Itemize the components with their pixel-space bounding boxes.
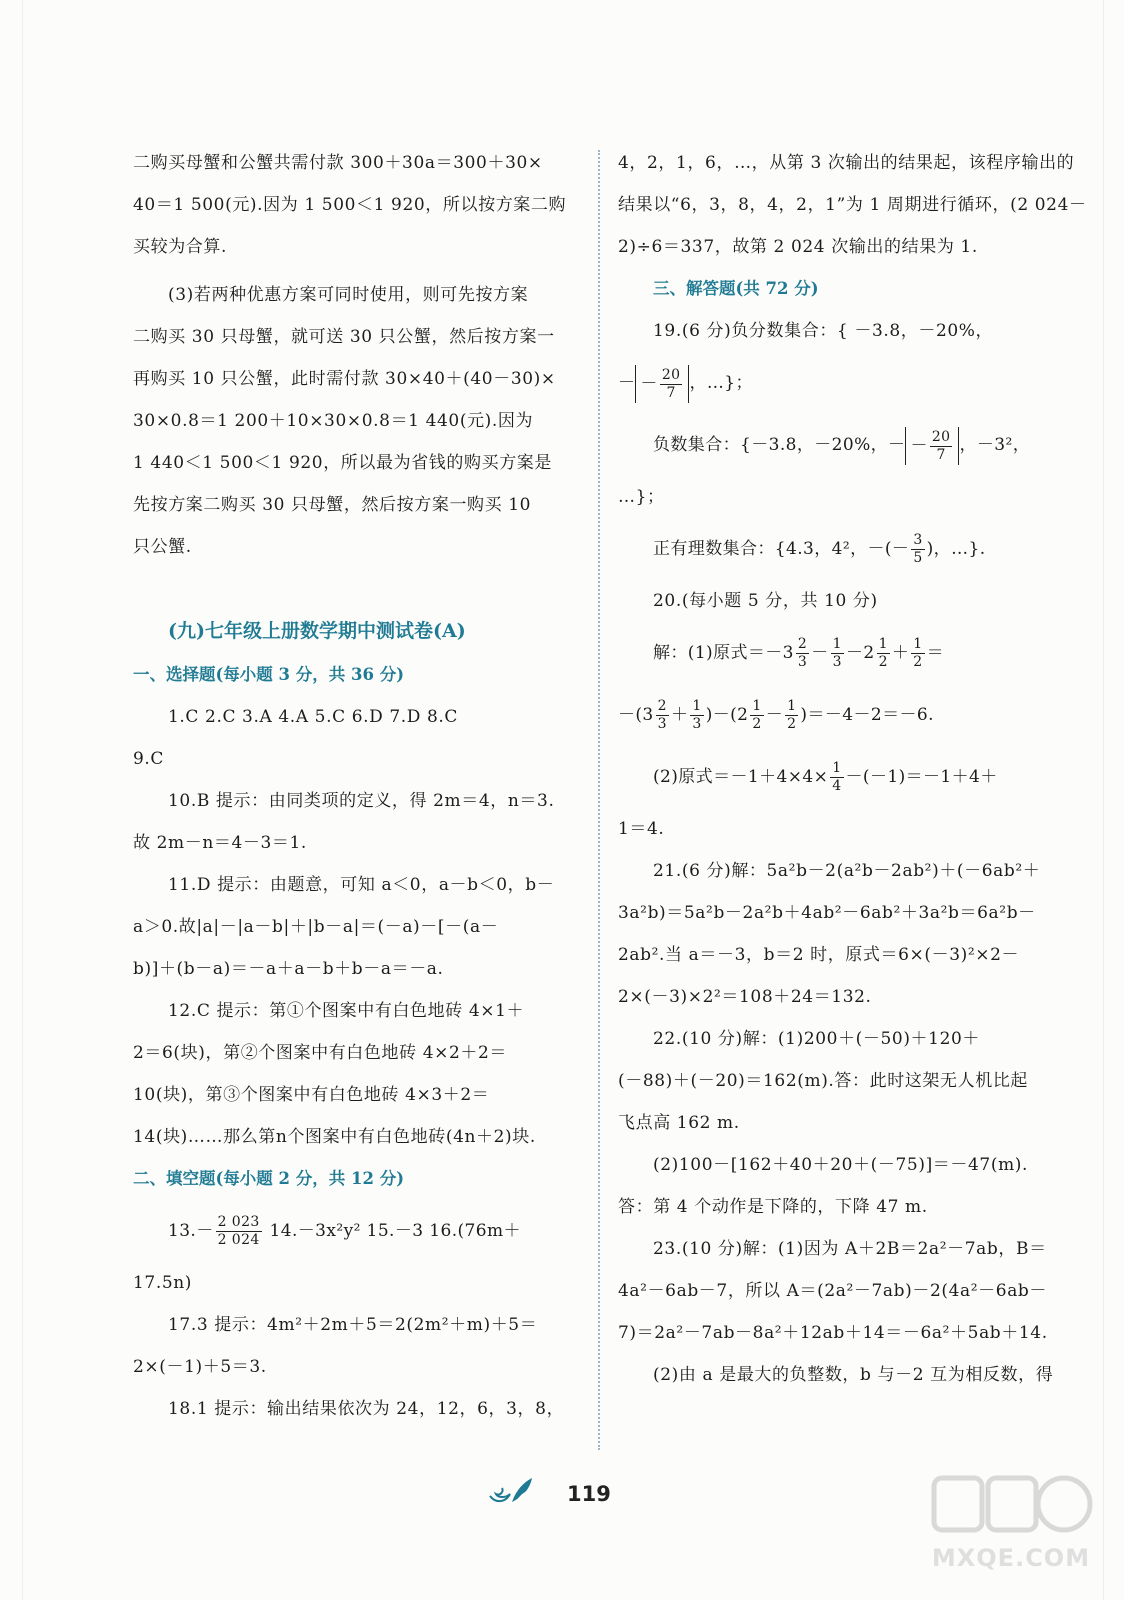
math-line [618, 746, 1058, 808]
denominator: 2 [752, 716, 762, 732]
text-line: 1 440＜1 500＜1 920，所以最为省钱的购买方案是 [133, 453, 553, 473]
denominator: 3 [797, 654, 808, 670]
fraction [750, 698, 763, 733]
math-line: 解：(1)原式＝－3 $\frac{2}{3}$ － $\frac{1}{3}$ －2 $\frac{1}{2}$ ＋ $\frac{1}{2}$ ＝ [653, 636, 944, 670]
text-line: 11.D 提示：由题意，可知 a＜0，a－b＜0，b－ [168, 875, 555, 895]
right-column [618, 142, 1087, 1396]
fraction [830, 760, 843, 795]
numerator: 2 [797, 636, 808, 652]
denominator: 2 [913, 654, 923, 670]
text-line: 40＝1 500(元).因为 1 500＜1 920，所以按方案二购 [133, 195, 567, 215]
text-line: 二购买 30 只母蟹，就可送 30 只公蟹，然后按方案一 [133, 327, 555, 347]
denominator: 3 [832, 654, 842, 670]
expr-mid: －2 [845, 643, 875, 663]
math-line [618, 352, 1058, 414]
answer-row: 9.C [133, 749, 165, 769]
text-line: 故 2m－n＝4－3＝1. [133, 833, 307, 853]
text-line: 飞点高 162 m. [618, 1113, 740, 1133]
part-heading: 一、选择题(每小题 3 分，共 36 分) [133, 665, 405, 684]
expr-head: －(3 [618, 705, 654, 725]
part-heading: 三、解答题(共 72 分) [653, 279, 819, 298]
text-line: (2)由 a 是最大的负整数，b 与－2 互为相反数，得 [653, 1365, 1054, 1385]
text-line: 2)÷6＝337，故第 2 024 次输出的结果为 1. [618, 237, 978, 257]
numerator: 1 [832, 636, 842, 652]
math-line [618, 414, 1058, 476]
numerator: 20 [661, 366, 681, 383]
fraction [796, 636, 809, 671]
fraction [911, 532, 924, 567]
text-line: 10.B 提示：由同类项的定义，得 2m＝4，n＝3. [168, 791, 555, 811]
q13-rest: 14.－3x²y² 15.－3 16.(76m＋ [263, 1221, 521, 1241]
text-line: 21.(6 分)解：5a²b－2(a²b－2ab²)＋(－6ab²＋ [653, 861, 1041, 881]
text-line: 2×(－1)＋5＝3. [133, 1357, 267, 1377]
denominator: 7 [666, 384, 676, 401]
numerator: 20 [931, 428, 951, 445]
text-line: 答：第 4 个动作是下降的，下降 47 m. [618, 1197, 928, 1217]
fraction [216, 1214, 262, 1249]
minus-sign: － [640, 373, 658, 394]
minus-sign: － [910, 435, 928, 456]
numerator: 3 [913, 532, 923, 548]
text-line: 2ab².当 a＝－3，b＝2 时，原式＝6×(－3)²×2－ [618, 945, 1020, 965]
absolute-value [905, 427, 959, 465]
fraction [660, 367, 683, 402]
expr-head: (2)原式＝－1＋4×4× [653, 767, 829, 787]
text-line: 先按方案二购买 30 只母蟹，然后按方案一购买 10 [133, 495, 532, 515]
set-tail: )，…}. [926, 539, 986, 559]
text-line: (－88)＋(－20)＝162(m).答：此时这架无人机比起 [618, 1071, 1029, 1091]
part-heading: 二、填空题(每小题 2 分，共 12 分) [133, 1169, 405, 1188]
column-divider [598, 150, 600, 1450]
absolute-value [635, 365, 689, 403]
watermark-logo [928, 1468, 1094, 1588]
text-line: 20.(每小题 5 分，共 10 分) [653, 591, 878, 611]
left-column [133, 142, 577, 1430]
text-line: (3)若两种优惠方案可同时使用，则可先按方案 [168, 285, 529, 305]
fraction [656, 698, 669, 733]
fraction [911, 636, 924, 671]
text-line: 18.1 提示：输出结果依次为 24，12，6，3，8， [168, 1399, 565, 1419]
denominator: 4 [832, 778, 842, 794]
denominator: 3 [692, 716, 702, 732]
denominator: 3 [657, 716, 667, 732]
fraction [831, 636, 844, 671]
numerator: 1 [913, 636, 923, 652]
math-line [618, 518, 1058, 580]
expr-head: 解：(1)原式＝－3 [653, 643, 794, 663]
text-line: 22.(10 分)解：(1)200＋(－50)＋120＋ [653, 1029, 981, 1049]
text-line: 12.C 提示：第①个图案中有白色地砖 4×1＋ [168, 1001, 525, 1021]
set-head: 负数集合：{－3.8，－20%，－ [653, 435, 906, 455]
text-line: 23.(10 分)解：(1)因为 A＋2B＝2a²－7ab，B＝ [653, 1239, 1047, 1259]
fraction [690, 698, 703, 733]
answer-row: 1.C 2.C 3.A 4.A 5.C 6.D 7.D 8.C [168, 707, 459, 727]
numerator: 1 [787, 698, 797, 714]
text-line: 17.5n) [133, 1273, 193, 1293]
text-line: 3a²b)＝5a²b－2a²b＋4ab²－6ab²＋3a²b＝6a²b－ [618, 903, 1036, 923]
denominator: 7 [936, 446, 946, 463]
denominator: 2 [878, 654, 888, 670]
numerator: 1 [752, 698, 762, 714]
text-line: 只公蟹. [133, 537, 192, 557]
set-tail: ，－3²， [959, 435, 1031, 455]
text-line: …}； [618, 487, 665, 507]
set-head: 正有理数集合：{4.3，4²，－(－ [653, 539, 910, 559]
text-line: 4，2，1，6，…，从第 3 次输出的结果起，该程序输出的 [618, 153, 1075, 173]
text-line: 买较为合算. [133, 237, 228, 257]
denominator: 2 [787, 716, 797, 732]
expr-tail: －(－1)＝－1＋4＋ [845, 767, 998, 787]
fraction [785, 698, 798, 733]
fraction [930, 429, 953, 464]
text-line: 二购买母蟹和公蟹共需付款 300＋30a＝300＋30× [133, 153, 543, 173]
section-title: (九)七年级上册数学期中测试卷(A) [168, 620, 466, 642]
text-line: (2)100－[162＋40＋20＋(－75)]＝－47(m). [653, 1155, 1029, 1175]
fraction [877, 636, 890, 671]
text-line: 2＝6(块)，第②个图案中有白色地砖 4×2＋2＝ [133, 1043, 507, 1063]
text-line: b)]＋(b－a)＝－a＋a－b＋b－a＝－a. [133, 959, 444, 979]
leaf-swirl-icon [486, 1474, 536, 1510]
expr-tail: )＝－4－2＝－6. [800, 705, 934, 725]
text-line: 结果以“6，3，8，4，2，1”为 1 周期进行循环，(2 024－ [618, 195, 1087, 215]
q13-prefix: 13.－ [168, 1221, 214, 1241]
text-line: 1＝4. [618, 819, 665, 839]
text-line: 30×0.8＝1 200＋10×30×0.8＝1 440(元).因为 [133, 411, 534, 431]
text-line: 10(块)，第③个图案中有白色地砖 4×3＋2＝ [133, 1085, 490, 1105]
page-number: 119 [567, 1482, 611, 1506]
text-line: 7)＝2a²－7ab－8a²＋12ab＋14＝－6a²＋5ab＋14. [618, 1323, 1048, 1343]
numerator: 1 [832, 760, 842, 776]
text-line: a＞0.故|a|－|a－b|＋|b－a|＝(－a)－[－(a－ [133, 917, 499, 937]
math-line: －(3 $\frac{2}{3}$ ＋ $\frac{1}{3}$ )－(2 $\frac{1}{2}$ － $\frac{1}{2}$ )＝－4－2＝－6. [618, 698, 934, 732]
watermark-text: MXQE.COM [931, 1544, 1091, 1572]
text-line: 14(块)……那么第n个图案中有白色地砖(4n＋2)块. [133, 1127, 536, 1147]
numerator: 1 [878, 636, 888, 652]
text-line: 17.3 提示：4m²＋2m＋5＝2(2m²＋m)＋5＝ [168, 1315, 538, 1335]
numerator: 2 023 [217, 1214, 260, 1230]
set-tail: ，…}； [689, 373, 753, 393]
denominator: 2 024 [217, 1232, 260, 1248]
text-line: 再购买 10 只公蟹，此时需付款 30×40＋(40－30)× [133, 369, 556, 389]
answer-row [133, 1200, 577, 1262]
text-line: 4a²－6ab－7，所以 A＝(2a²－7ab)－2(4a²－6ab－ [618, 1281, 1048, 1301]
numerator: 1 [692, 698, 702, 714]
text-line: 19.(6 分)负分数集合：{ －3.8，－20%， [653, 321, 994, 341]
denominator: 5 [913, 550, 923, 566]
text-line: 2×(－3)×2²＝108＋24＝132. [618, 987, 872, 1007]
numerator: 2 [657, 698, 667, 714]
minus-sign: － [618, 373, 636, 393]
